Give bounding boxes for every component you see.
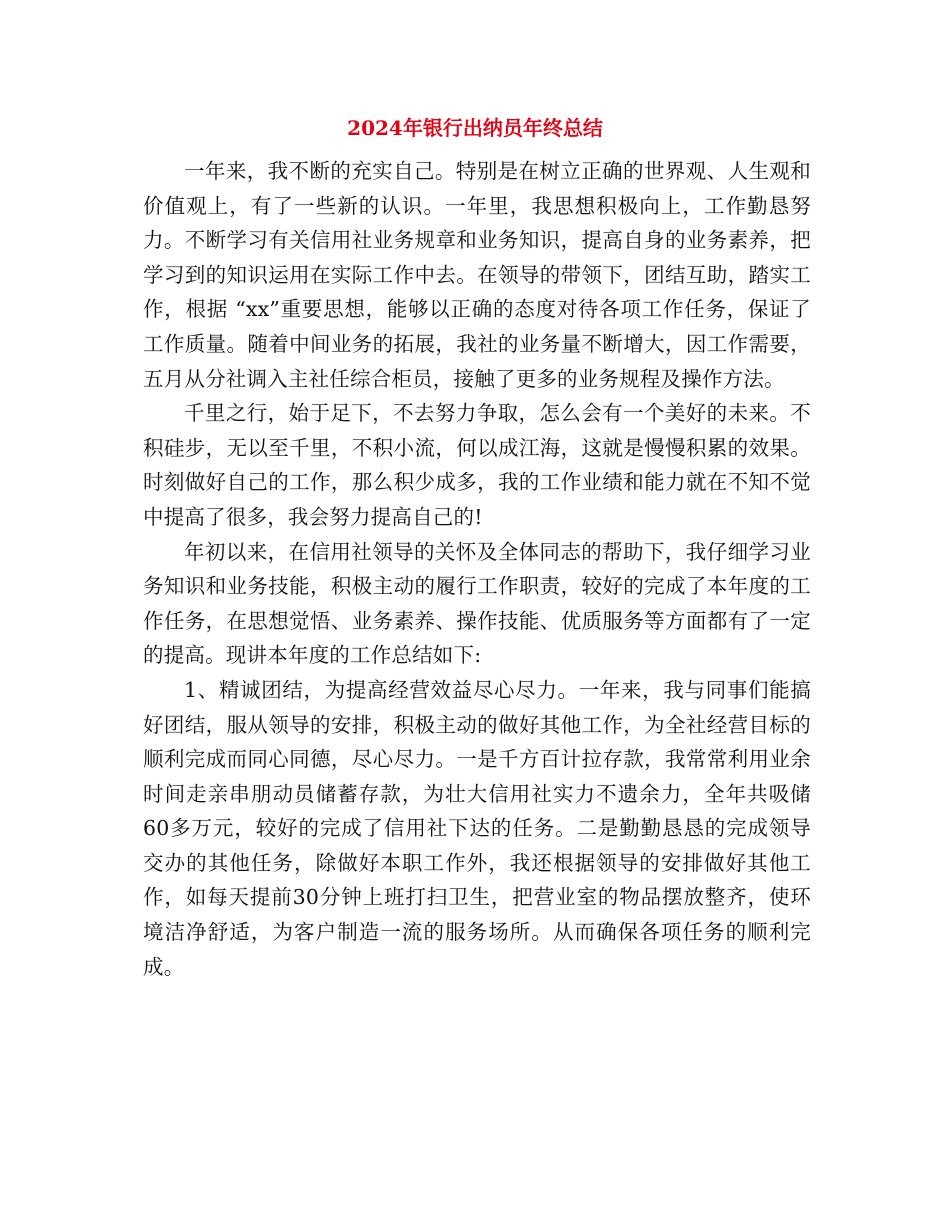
- paragraph-3: 年初以来，在信用社领导的关怀及全体同志的帮助下，我仔细学习业务知识和业务技能，积极主动的履行工作职责，较好的完成了本年度的工作任务，在思想觉悟、业务素养、操作技能、优质服务等方面都有了一定的提高。现讲本年度的工作总结如下:: [143, 539, 811, 668]
- document-body: [143, 154, 811, 984]
- paragraph-1: 一年来，我不断的充实自己。特别是在树立正确的世界观、人生观和价值观上，有了一些新的认识。一年里，我思想积极向上，工作勤恳努力。不断学习有关信用社业务规章和业务知识，提高自身的业务素养，把学习到的知识运用在实际工作中去。在领导的带领下，团结互助，踏实工作，根据 “xx”重要思想，能够以正确的态度对待各项工作任务，保证了工作质量。随着中间业务的拓展，我社的业务量不断增大，因工作需要，五月从分社调入主社任综合柜员，接触了更多的业务规程及操作方法。: [143, 159, 811, 391]
- document-title: 2024年银行出纳员年终总结: [347, 116, 603, 140]
- paragraph-4: 1、精诚团结，为提高经营效益尽心尽力。一年来，我与同事们能搞好团结，服从领导的安排，积极主动的做好其他工作，为全社经营目标的顺利完成而同心同德，尽心尽力。一是千方百计拉存款，我常常利用业余时间走亲串朋动员储蓄存款，为壮大信用社实力不遗余力，全年共吸储60多万元，较好的完成了信用社下达的任务。二是勤勤恳恳的完成领导交办的其他任务，除做好本职工作外，我还根据领导的安排做好其他工作，如每天提前30分钟上班打扫卫生，把营业室的物品摆放整齐，使环境洁净舒适，为客户制造一流的服务场所。从而确保各项任务的顺利完成。: [143, 677, 811, 979]
- paragraph-2: 千里之行，始于足下，不去努力争取，怎么会有一个美好的未来。不积硅步，无以至千里，不积小流，何以成江海，这就是慢慢积累的效果。时刻做好自己的工作，那么积少成多，我的工作业绩和能力就在不知不觉中提高了很多，我会努力提高自己的!: [143, 401, 811, 529]
